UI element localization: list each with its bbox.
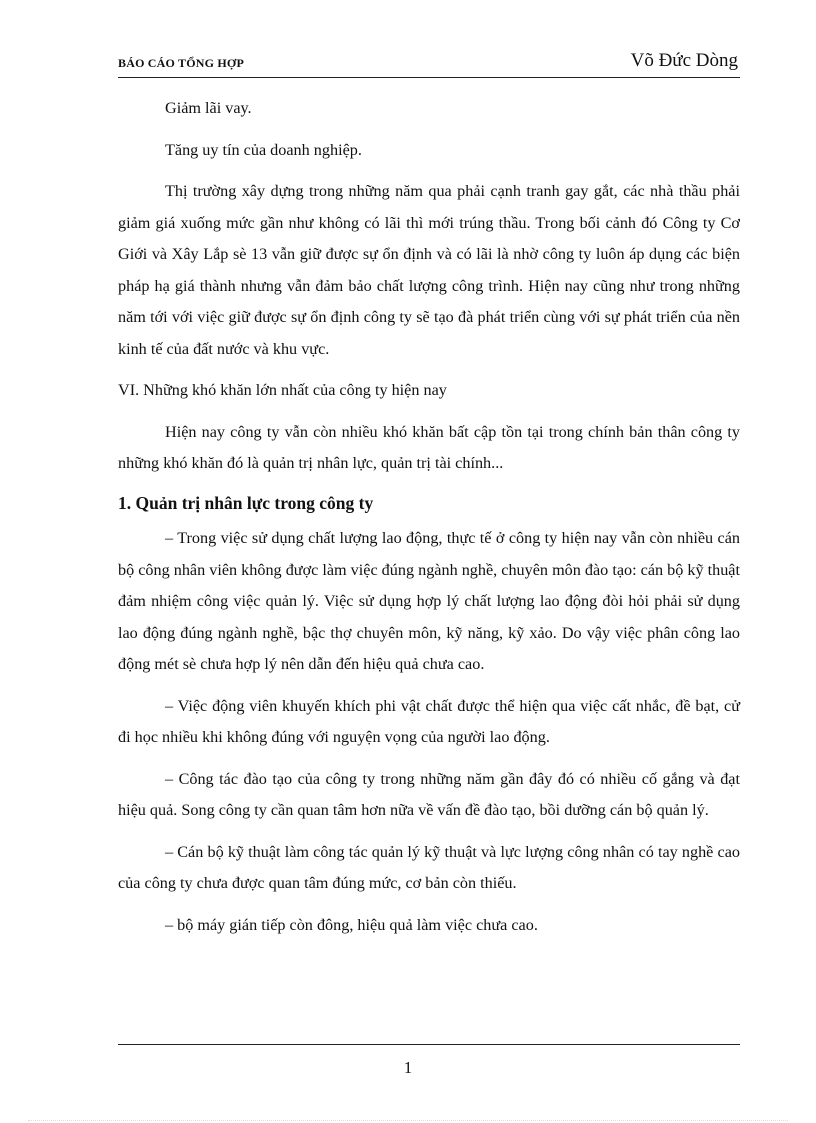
author-name: Võ Đức Dòng	[630, 50, 738, 71]
section-heading-difficulties: VI. Những khó khăn lớn nhất của công ty hiện nay	[118, 381, 447, 399]
footer-divider	[118, 1044, 740, 1045]
page-edge	[28, 1120, 788, 1121]
paragraph-reduce-interest: Giảm lãi vay.	[165, 99, 252, 117]
paragraph-labor-quality: – Trong việc sử dụng chất lượng lao động, thực tế ở công ty hiện nay vẫn còn nhiều cán bộ công nhân viên không được làm việc đúng ngành nghề, chuyên môn đào tạo: cán bộ kỹ thuật đảm nhiệm công việc quản lý. Việc sử dụng hợp lý chất lượng lao động đòi hỏi phải sử dụng lao động đúng ngành nghề, bậc thợ chuyên môn, kỹ năng, kỹ xảo. Do vậy việc phân công lao động mét sè chưa hợp lý nên dẫn đến hiệu quả chưa cao.	[118, 529, 740, 673]
paragraph-difficulties-intro: Hiện nay công ty vẫn còn nhiều khó khăn bất cập tồn tại trong chính bản thân công ty những khó khăn đó là quản trị nhân lực, quản trị tài chính...	[118, 422, 740, 472]
paragraph-motivation: – Việc động viên khuyến khích phi vật chất được thể hiện qua việc cất nhắc, đề bạt, cử đi học nhiều khi không đúng với nguyện vọng của người lao động.	[118, 696, 740, 746]
paragraph-training: – Công tác đào tạo của công ty trong những năm gần đây đó có nhiều cố gắng và đạt hiệu quả. Song công ty cần quan tâm hơn nữa về vấn đề đào tạo, bồi dưỡng cán bộ quản lý.	[118, 769, 740, 819]
report-title: BÁO CÁO TỔNG HỢP	[118, 56, 244, 70]
page-header	[118, 46, 740, 78]
paragraph-indirect-staff: – bộ máy gián tiếp còn đông, hiệu quả làm việc chưa cao.	[165, 915, 538, 934]
page-number: 1	[403, 1058, 413, 1077]
subsection-heading-hr: 1. Quản trị nhân lực trong công ty	[118, 492, 374, 513]
paragraph-market: Thị trường xây dựng trong những năm qua phải cạnh tranh gay gắt, các nhà thầu phải giảm giá xuống mức gần như không có lãi thì mới trúng thầu. Trong bối cảnh đó Công ty Cơ Giới và Xây Lắp sè 13 vẫn giữ được sự ổn định và có lãi là nhờ công ty luôn áp dụng các biện pháp hạ giá thành nhưng vẫn đảm bảo chất lượng công trình. Hiện nay cũng như trong những năm tới với việc giữ được sự ổn định công ty sẽ tạo đà phát triển cùng với sự phát triển của nền kinh tế của đất nước và khu vực.	[118, 182, 740, 358]
document-body	[118, 93, 740, 941]
paragraph-reputation: Tăng uy tín của doanh nghiệp.	[165, 140, 362, 159]
header-divider	[118, 77, 740, 78]
paragraph-technical-staff: – Cán bộ kỹ thuật làm công tác quản lý kỹ thuật và lực lượng công nhân có tay nghề cao của công ty chưa được quan tâm đúng mức, cơ bản còn thiếu.	[118, 842, 740, 892]
